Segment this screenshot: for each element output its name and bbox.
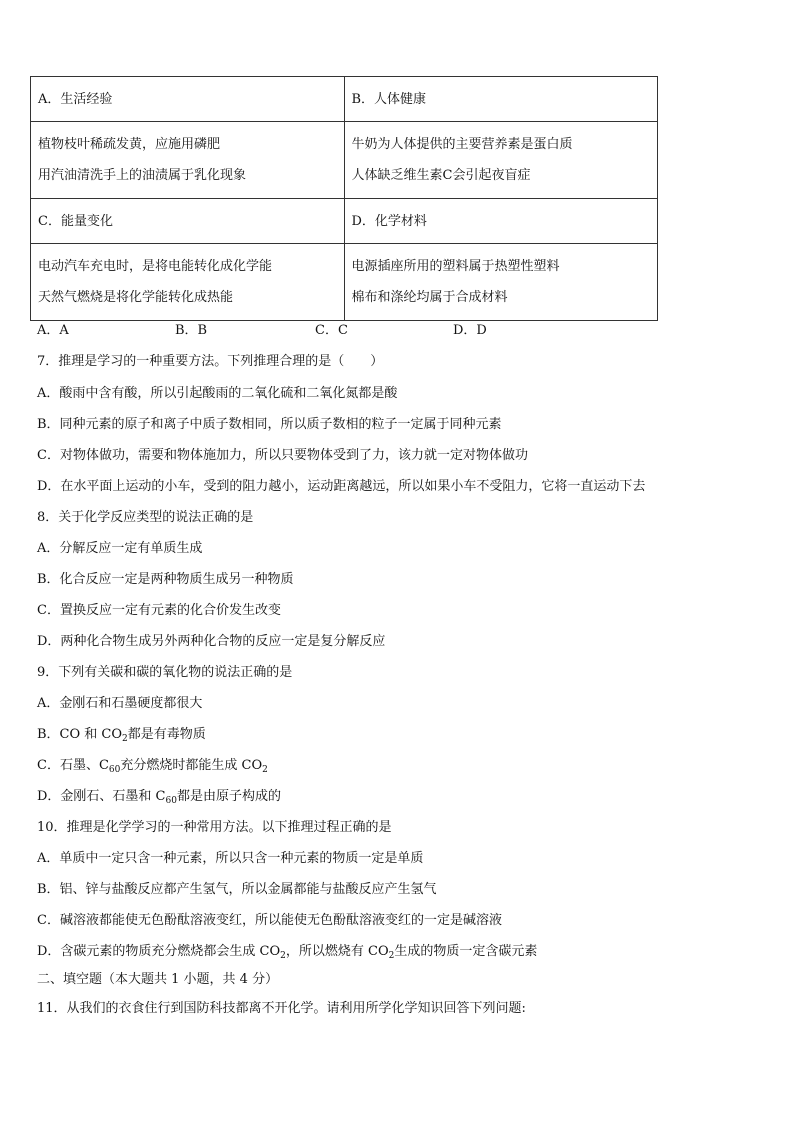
q8-option-c: C．置换反应一定有元素的化合价发生改变 <box>37 603 281 618</box>
table-cell-c-head: C．能量变化 <box>31 199 345 244</box>
table-cell-a-head: A．生活经验 <box>31 77 345 122</box>
q7-option-b: B．同种元素的原子和离子中质子数相同，所以质子数相的粒子一定属于同种元素 <box>37 417 502 432</box>
q6-option-d: D．D <box>453 323 487 338</box>
q7-option-c: C．对物体做功，需要和物体施加力，所以只要物体受到了力，该力就一定对物体做功 <box>37 448 528 463</box>
text-segment: D．金刚石、石墨和 C <box>37 789 166 804</box>
table-cell-line: 天然气燃烧是将化学能转化成热能 <box>38 290 234 305</box>
q8-option-d: D．两种化合物生成另外两种化合物的反应一定是复分解反应 <box>37 634 386 649</box>
text-segment: 充分燃烧时都能生成 CO <box>120 758 263 773</box>
q8-option-a: A．分解反应一定有单质生成 <box>37 541 203 556</box>
table-cell-line: 人体缺乏维生素C会引起夜盲症 <box>351 168 531 183</box>
q10-option-b: B．铝、锌与盐酸反应都产生氢气，所以金属都能与盐酸反应产生氢气 <box>37 882 437 897</box>
table-cell-a-body <box>31 122 345 199</box>
table-cell-d-body <box>344 244 658 321</box>
q6-option-c: C．C <box>315 323 348 338</box>
q6-option-b: B．B <box>175 323 208 338</box>
text-segment: C．石墨、C <box>37 758 109 773</box>
q10-option-c: C．碱溶液都能使无色酚酞溶液变红，所以能使无色酚酞溶液变红的一定是碱溶液 <box>37 913 502 928</box>
q10-stem: 10．推理是化学学习的一种常用方法。以下推理过程正确的是 <box>37 820 392 835</box>
subscript: 2 <box>280 951 286 961</box>
subscript: 60 <box>108 765 121 775</box>
q10-option-d <box>37 943 537 961</box>
table-cell-b-head: B．人体健康 <box>344 77 658 122</box>
table-cell-line: 植物枝叶稀疏发黄，应施用磷肥 <box>38 137 221 152</box>
table-cell-line: 棉布和涤纶均属于合成材料 <box>351 290 508 305</box>
q7-option-a: A．酸雨中含有酸，所以引起酸雨的二氧化硫和二氧化氮都是酸 <box>37 386 398 401</box>
table-cell-line: 牛奶为人体提供的主要营养素是蛋白质 <box>351 137 573 152</box>
q11-stem: 11．从我们的衣食住行到国防科技都离不开化学。请利用所学化学知识回答下列问题: <box>37 1001 526 1016</box>
text-segment: 都是由原子构成的 <box>176 789 281 804</box>
q9-stem: 9．下列有关碳和碳的氧化物的说法正确的是 <box>37 665 293 680</box>
q9-option-d <box>37 788 281 806</box>
table-row <box>31 77 658 122</box>
table-cell-line: 用汽油清洗手上的油渍属于乳化现象 <box>38 168 247 183</box>
section-heading-fill-in: 二、填空题（本大题共 1 小题，共 4 分） <box>37 972 279 987</box>
subscript: 60 <box>165 796 177 806</box>
table-row <box>31 199 658 244</box>
q9-option-b <box>37 726 206 744</box>
q7-option-d: D．在水平面上运动的小车，受到的阻力越小，运动距离越远，所以如果小车不受阻力，它将一直运动下去 <box>37 479 646 494</box>
text-segment: 生成的物质一定含碳元素 <box>394 944 538 959</box>
text-segment: B．CO 和 CO <box>37 727 123 742</box>
q8-stem: 8．关于化学反应类型的说法正确的是 <box>37 510 254 525</box>
table-cell-line: 电源插座所用的塑料属于热塑性塑料 <box>351 259 560 274</box>
table-cell-b-body <box>344 122 658 199</box>
subscript: 2 <box>262 765 268 775</box>
q9-option-a: A．金刚石和石墨硬度都很大 <box>37 696 203 711</box>
text-segment: ，所以燃烧有 CO <box>285 944 389 959</box>
table-cell-line: 电动汽车充电时，是将电能转化成化学能 <box>38 259 273 274</box>
subscript: 2 <box>388 951 395 961</box>
q8-option-b: B．化合反应一定是两种物质生成另一种物质 <box>37 572 294 587</box>
table-row <box>31 244 658 321</box>
subscript: 2 <box>122 734 128 744</box>
q7-stem: 7．推理是学习的一种重要方法。下列推理合理的是（ ） <box>37 354 384 369</box>
table-cell-d-head: D．化学材料 <box>344 199 658 244</box>
table-row <box>31 122 658 199</box>
options-table <box>30 76 658 321</box>
q10-option-a: A．单质中一定只含一种元素，所以只含一种元素的物质一定是单质 <box>37 851 424 866</box>
q6-option-a: A．A <box>37 323 69 338</box>
text-segment: 都是有毒物质 <box>127 727 206 742</box>
q6-answer-options <box>37 322 487 340</box>
q9-option-c <box>37 757 268 775</box>
table-cell-c-body <box>31 244 345 321</box>
text-segment: D．含碳元素的物质充分燃烧都会生成 CO <box>37 944 281 959</box>
